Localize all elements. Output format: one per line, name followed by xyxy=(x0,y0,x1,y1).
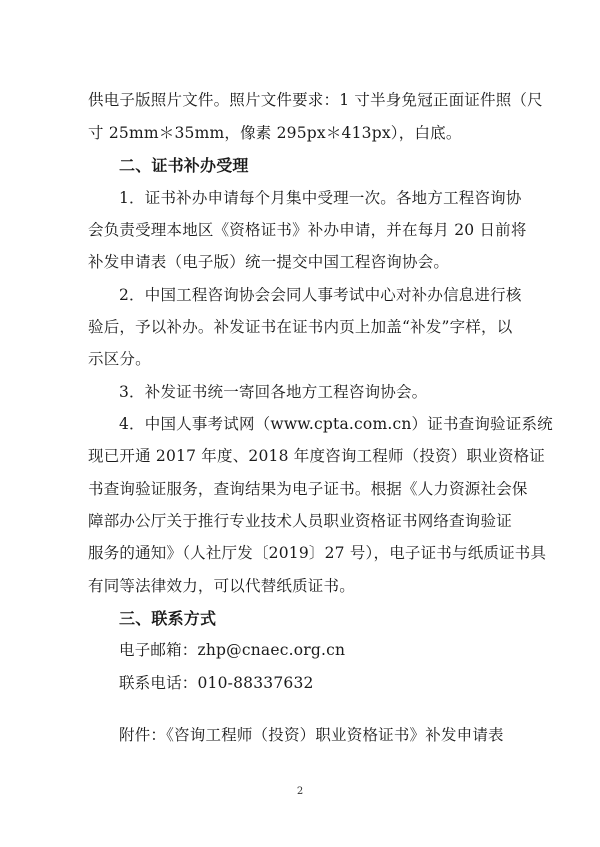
paragraph-line: 障部办公厅关于推行专业技术人员职业资格证书网络查询验证 xyxy=(88,512,512,530)
paragraph-line: 有同等法律效力，可以代替纸质证书。 xyxy=(88,577,355,595)
section-heading: 三、联系方式 xyxy=(119,609,217,628)
paragraph-line: 补发申请表（电子版）统一提交中国工程咨询协会。 xyxy=(88,253,450,271)
attachment-note: 附件：《咨询工程师（投资）职业资格证书》补发申请表 xyxy=(119,726,504,744)
paragraph-line: 示区分。 xyxy=(88,350,151,368)
paragraph-line: 验后，予以补办。补发证书在证书内页上加盖“补发”字样，以 xyxy=(88,318,513,336)
paragraph-line: 会负责受理本地区《资格证书》补办申请，并在每月 20 日前将 xyxy=(88,221,527,239)
paragraph-line: 寸 25mm＊35mm，像素 295px＊413px），白底。 xyxy=(88,124,462,142)
section-heading: 二、证书补办受理 xyxy=(119,156,249,175)
paragraph-line: 书查询验证服务，查询结果为电子证书。根据《人力资源社会保 xyxy=(88,480,528,498)
contact-phone: 联系电话：010-88337632 xyxy=(119,674,314,692)
paragraph-line: 4．中国人事考试网（www.cpta.com.cn）证书查询验证系统 xyxy=(119,415,553,433)
paragraph-line: 1．证书补办申请每个月集中受理一次。各地方工程咨询协 xyxy=(119,189,522,207)
contact-email: 电子邮箱：zhp@cnaec.org.cn xyxy=(119,641,346,659)
paragraph-line: 2．中国工程咨询协会会同人事考试中心对补办信息进行核 xyxy=(119,286,522,304)
paragraph-line: 服务的通知》（人社厅发〔2019〕27 号），电子证书与纸质证书具 xyxy=(88,544,547,562)
paragraph-line: 3．补发证书统一寄回各地方工程咨询协会。 xyxy=(119,383,428,401)
page-number: 2 xyxy=(296,786,304,797)
paragraph-line: 现已开通 2017 年度、2018 年度咨询工程师（投资）职业资格证 xyxy=(88,447,545,465)
paragraph-line: 供电子版照片文件。照片文件要求：1 寸半身免冠正面证件照（尺 xyxy=(88,91,543,109)
